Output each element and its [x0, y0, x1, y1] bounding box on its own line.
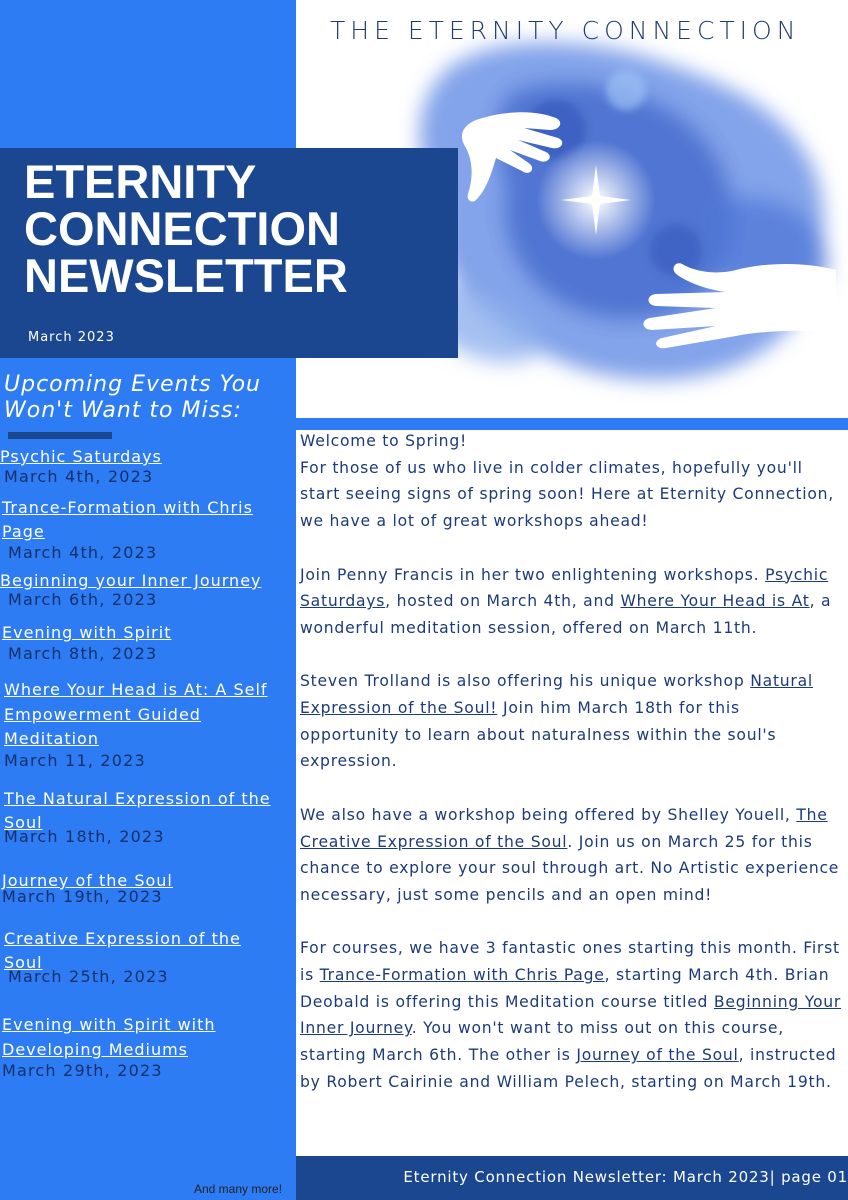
page-footer	[296, 1156, 848, 1200]
text-span: For courses, we have 3 fantastic ones starting this month. First is	[300, 939, 840, 984]
more-events-note: And many more!	[194, 1182, 283, 1196]
event-date: March 19th, 2023	[2, 887, 163, 906]
title-line: CONNECTION	[24, 202, 340, 255]
paragraph-steven-trolland	[300, 668, 842, 775]
event-link-trance-formation[interactable]: Page	[2, 522, 45, 541]
paragraph-welcome	[300, 428, 842, 535]
event-link-creative-expression-of-the-soul[interactable]: Creative Expression of the	[4, 929, 241, 948]
text-span: . Join us on March 25 for this chance to explore your soul through art. No Artistic experience necessary, just some pencils and an open mind!	[300, 832, 840, 904]
paragraph-courses	[300, 935, 842, 1095]
event-date: March 8th, 2023	[8, 644, 158, 663]
link-trance-formation[interactable]: Trance-Formation with Chris Page	[319, 966, 605, 984]
event-date: March 25th, 2023	[8, 967, 169, 986]
event-link-natural-expression-of-the-soul[interactable]: Soul	[4, 813, 43, 832]
link-creative-expression-of-the-soul[interactable]: The Creative Expression of the Soul	[300, 805, 828, 851]
event-link-natural-expression-of-the-soul[interactable]: The Natural Expression of the	[4, 789, 271, 808]
article-body	[300, 428, 842, 1122]
event-link-evening-with-spirit[interactable]: Evening with Spirit	[2, 623, 172, 642]
link-psychic-saturdays[interactable]: Psychic Saturdays	[300, 565, 829, 611]
text-span: We also have a workshop being offered by Shelley Youell,	[300, 805, 797, 824]
text-span: Steven Trolland is also offering his unique workshop	[300, 672, 751, 691]
text-span: Join him March 18th for this opportunity to learn about naturalness within the soul's expression.	[300, 699, 777, 771]
newsletter-title	[24, 155, 348, 302]
text-span: , a wonderful meditation session, offered on March 11th.	[300, 592, 832, 637]
paragraph-penny-francis	[300, 562, 842, 642]
welcome-text: For those of us who live in colder climates, hopefully you'll start seeing signs of spring soon! Here at Eternity Connection, we have a lot of great workshops ahead!	[300, 458, 834, 531]
event-date: March 4th, 2023	[8, 543, 158, 562]
text-span: . You won't want to miss out on this course, starting March 6th. The other is	[300, 1019, 784, 1065]
event-date: March 4th, 2023	[4, 467, 154, 486]
brand-header: THE ETERNITY CONNECTION	[330, 16, 801, 45]
heading-underline-bar	[8, 432, 112, 439]
text-span: , hosted on March 4th, and	[385, 592, 621, 611]
event-date: March 11, 2023	[4, 751, 146, 770]
event-link-journey-of-the-soul[interactable]: Journey of the Soul	[2, 871, 173, 890]
issue-date: March 2023	[28, 330, 115, 345]
link-journey-of-the-soul[interactable]: Journey of the Soul	[576, 1046, 739, 1065]
event-link-creative-expression-of-the-soul[interactable]: Soul	[4, 953, 43, 972]
event-link-trance-formation[interactable]: Trance-Formation with Chris	[2, 498, 253, 517]
text-span: Join Penny Francis in her two enlightening workshops.	[300, 565, 766, 584]
event-link-evening-with-spirit-developing-mediums[interactable]: Developing Mediums	[2, 1040, 189, 1059]
text-span: , starting March 4th. Brian Deobald is offering this Meditation course titled	[300, 966, 830, 1011]
event-link-where-your-head-is-at[interactable]: Meditation	[4, 729, 99, 748]
welcome-line: Welcome to Spring!	[300, 432, 467, 450]
event-link-where-your-head-is-at[interactable]: Empowerment Guided	[4, 705, 201, 724]
event-date: March 18th, 2023	[4, 827, 165, 846]
events-heading: Upcoming Events You Won't Want to Miss:	[4, 372, 261, 423]
title-line: ETERNITY	[24, 155, 257, 208]
event-link-beginning-inner-journey[interactable]: Beginning your Inner Journey	[0, 571, 262, 590]
link-natural-expression-of-the-soul[interactable]: Natural Expression of the Soul!	[300, 672, 813, 717]
title-block	[0, 148, 458, 358]
event-link-evening-with-spirit-developing-mediums[interactable]: Evening with Spirit with	[2, 1015, 216, 1034]
event-date: March 6th, 2023	[8, 590, 158, 609]
link-where-your-head-is-at[interactable]: Where Your Head is At	[620, 592, 810, 611]
link-beginning-your-inner-journey[interactable]: Beginning Your Inner Journey	[300, 992, 842, 1038]
title-line: NEWSLETTER	[24, 249, 348, 302]
event-date: March 29th, 2023	[2, 1061, 163, 1080]
text-span: , instructed by Robert Cairinie and William Pelech, starting on March 19th.	[300, 1046, 837, 1091]
footer-text: Eternity Connection Newsletter: March 2023| page 01	[403, 1168, 848, 1186]
event-link-where-your-head-is-at[interactable]: Where Your Head is At: A Self	[4, 680, 268, 699]
paragraph-shelley-youell	[300, 802, 842, 909]
event-link-psychic-saturdays[interactable]: Psychic Saturdays	[0, 447, 162, 466]
